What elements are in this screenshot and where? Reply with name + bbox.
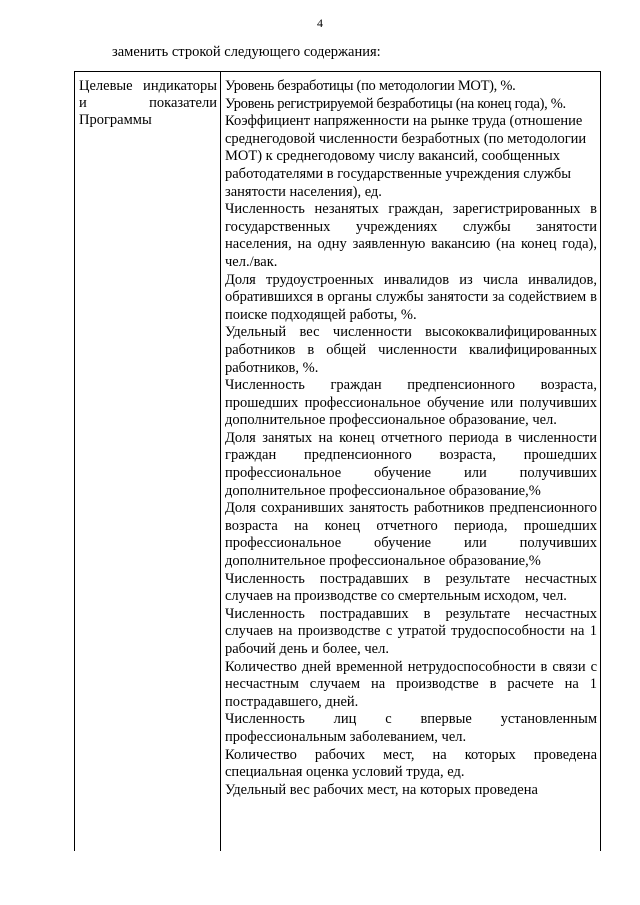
indicators-table xyxy=(74,71,601,851)
indicator-item: Коэффициент напряженности на рынке труда (отношение среднегодовой численности безработных (по методологии МОТ) к среднегодовому числу вакансий, сообщенных работодателями в государственные учреждения службы занятости населения), ед. xyxy=(225,113,587,200)
indicator-item: Удельный вес рабочих мест, на которых проведена xyxy=(225,781,538,798)
indicator-item: Доля занятых на конец отчетного периода в численности граждан предпенсионного возраста, прошедших профессиональное обучение или получивших дополнительное профессиональное образование,% xyxy=(225,429,597,499)
indicator-item: Удельный вес численности высококвалифицированных работников в общей численности квалифицированных работников, %. xyxy=(225,324,597,376)
indicator-item: Численность лиц с впервые установленным профессиональным заболеванием, чел. xyxy=(225,711,597,745)
indicator-item: Численность пострадавших в результате несчастных случаев на производстве со смертельным исходом, чел. xyxy=(225,570,597,605)
indicator-item: Уровень безработицы (по методологии МОТ), %. xyxy=(225,78,516,94)
indicator-item: Количество рабочих мест, на которых проведена специальная оценка условий труда, ед. xyxy=(225,746,597,781)
intro-text: заменить строкой следующего содержания: xyxy=(112,44,381,60)
indicator-item: Доля трудоустроенных инвалидов из числа инвалидов, обратившихся в органы службы занятости за содействием в поиске подходящей работы, %. xyxy=(225,271,597,323)
indicator-item: Уровень регистрируемой безработицы (на конец года), %. xyxy=(225,95,566,112)
page-number: 4 xyxy=(317,16,323,30)
table-label-cell: Целевые индикаторы и показатели Программы xyxy=(75,72,221,851)
indicator-item: Численность пострадавших в результате несчастных случаев на производстве с утратой трудоспособности на 1 рабочий день и более, чел. xyxy=(225,605,597,657)
indicator-item: Количество дней временной нетрудоспособности в связи с несчастным случаем на производстве в расчете на 1 пострадавшего, дней. xyxy=(225,658,597,710)
indicator-item: Доля сохранивших занятость работников предпенсионного возраста на конец отчетного периода, прошедших профессиональное обучение или получивших дополнительное профессиональное образование,% xyxy=(225,500,597,570)
indicator-item: Численность незанятых граждан, зарегистрированных в государственных учреждениях службы занятости населения, на одну заявленную вакансию (на конец года), чел./вак. xyxy=(225,201,597,270)
table-content-cell xyxy=(221,72,600,851)
indicator-item: Численность граждан предпенсионного возраста, прошедших профессиональное обучение или получивших дополнительное профессиональное образование, чел. xyxy=(225,377,597,429)
